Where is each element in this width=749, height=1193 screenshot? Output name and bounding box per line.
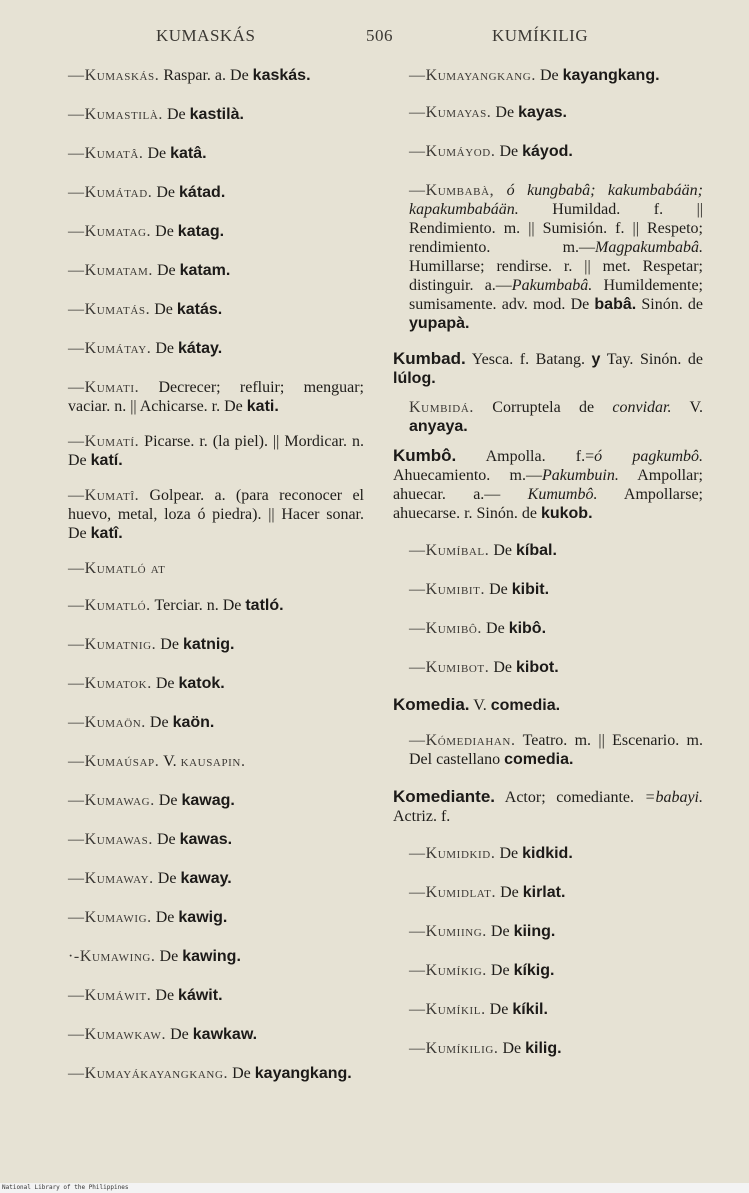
dictionary-entry	[52, 596, 364, 615]
definition-text: De	[152, 184, 180, 201]
running-head-right: KUMÍKILIG	[492, 26, 589, 45]
dictionary-entry	[52, 66, 364, 85]
entry-headword: —Kumatok.	[68, 675, 152, 692]
variant-form: Pakumbuin.	[541, 467, 619, 484]
definition-text: Teatro. m. || Escenario. m. Del castellano	[409, 732, 703, 768]
library-footer: National Library of the Philippines	[0, 1183, 749, 1193]
cross-reference: kawag.	[181, 792, 235, 809]
definition-text: Ahuecamiento. m.—	[393, 467, 542, 484]
cross-reference: kibit.	[511, 581, 550, 598]
dictionary-entry	[393, 349, 703, 388]
dictionary-entry	[52, 635, 364, 654]
definition-text: De	[163, 106, 190, 123]
cross-reference: kátad.	[179, 184, 226, 201]
entry-headword: ·-Kumawing.	[68, 948, 156, 965]
dictionary-entry	[393, 658, 703, 677]
definition-text: V.	[671, 399, 703, 416]
entry-headword: —Kumatás.	[68, 301, 151, 318]
definition-text: De	[489, 542, 516, 559]
cross-reference: kaskás.	[252, 67, 311, 84]
cross-reference: katí.	[90, 452, 123, 469]
cross-reference: katás.	[176, 301, 223, 318]
cross-reference: tatló.	[245, 597, 284, 614]
cross-reference: kidkid.	[522, 845, 573, 862]
cross-reference: kíkig.	[513, 962, 555, 979]
cross-reference: kátay.	[178, 340, 223, 357]
entry-headword: —Kumawkaw.	[68, 1026, 167, 1043]
entry-headword: —Kumátay.	[68, 340, 152, 357]
definition-text: De	[485, 581, 512, 598]
definition-text: Ampollarse; ahuecarse. r. Sinón. de	[393, 486, 703, 522]
dictionary-entry	[52, 222, 364, 241]
definition-text: Golpear. a. (para reconocer el huevo, metal, loza ó piedra). || Hacer sonar. De	[68, 487, 364, 542]
definition-text: Picarse. r. (la piel). || Mordicar. n. De	[68, 433, 364, 469]
dictionary-entry	[393, 922, 703, 941]
definition-text: De	[150, 301, 177, 318]
entry-headword: —Kumayákayangkang.	[68, 1065, 229, 1082]
definition-text: De	[145, 714, 173, 731]
definition-text: Tay. Sinón. de	[600, 351, 703, 368]
cross-reference: babâ.	[594, 296, 637, 313]
variant-form: =babayi.	[644, 789, 703, 806]
definition-text: De	[151, 909, 179, 926]
entry-headword: —Kumawag.	[68, 792, 155, 809]
dictionary-entry	[52, 752, 364, 771]
entry-headword: Kumbidá.	[409, 399, 474, 416]
definition-text: Corruptela de	[473, 399, 613, 416]
entry-headword: —Kumati.	[68, 379, 140, 396]
definition-text: De	[495, 143, 523, 160]
dictionary-entry	[52, 261, 364, 280]
dictionary-entry	[52, 986, 364, 1005]
definition-text: De	[154, 792, 182, 809]
entry-headword: —Kumatag.	[68, 223, 152, 240]
definition-text: V.	[469, 697, 491, 714]
dictionary-entry	[393, 1000, 703, 1019]
definition-text: De	[151, 987, 179, 1004]
variant-form: ó pagkumbô.	[594, 448, 703, 465]
entry-headword: —Kumáwit.	[68, 987, 152, 1004]
cross-reference: kukob.	[540, 505, 593, 522]
definition-text: De	[491, 104, 519, 121]
cross-reference: kiing.	[513, 923, 556, 940]
cross-reference: kíkil.	[512, 1001, 548, 1018]
cross-reference: katnig.	[182, 636, 235, 653]
entry-headword: —Kumíkig.	[409, 962, 487, 979]
dictionary-entry	[52, 339, 364, 358]
dictionary-entry	[52, 105, 364, 124]
definition-text: Decrecer; refluir; menguar; vaciar. n. || Achicarse. r. De	[68, 379, 364, 415]
entry-headword: —Kumatló.	[68, 597, 151, 614]
dictionary-entry	[393, 398, 703, 436]
cross-reference: kaön.	[172, 714, 215, 731]
entry-headword: —Kumaön.	[68, 714, 146, 731]
entry-headword: Komedia.	[393, 695, 470, 714]
variant-form: convidar.	[612, 399, 672, 416]
dictionary-entry	[393, 142, 703, 161]
definition-text: Humildemente; sumisamente. adv. mod. De	[409, 277, 703, 313]
dictionary-entry	[393, 541, 703, 560]
definition-text: Ampollar; ahuecar. a.—	[393, 467, 703, 503]
definition-text: De	[486, 923, 514, 940]
entry-headword: —Kumatnig.	[68, 636, 157, 653]
entry-headword: Kumbad.	[393, 349, 466, 368]
dictionary-entry	[393, 961, 703, 980]
definition-text: De	[228, 1065, 255, 1082]
cross-reference: kilig.	[525, 1040, 562, 1057]
cross-reference: katok.	[178, 675, 225, 692]
definition-text: Raspar. a. De	[159, 67, 253, 84]
definition-text: De	[152, 831, 180, 848]
cross-reference: kawing.	[182, 948, 241, 965]
definition-text: De	[151, 340, 178, 357]
definition-text: Ampolla. f.=	[456, 448, 595, 465]
entry-headword: —Kumatam.	[68, 262, 153, 279]
cross-reference: kausapin.	[180, 753, 246, 770]
definition-text: Humillarse; rendirse. r. || met. Respetar; distinguir. a.—	[409, 258, 703, 294]
entry-headword: —Kumaúsap.	[68, 753, 160, 770]
dictionary-entry	[52, 674, 364, 693]
dictionary-entry	[52, 432, 364, 470]
dictionary-entry	[393, 1039, 703, 1058]
entry-headword: —Kumíbal.	[409, 542, 490, 559]
cross-reference: kibot.	[516, 659, 559, 676]
entry-headword: —Kómediahan.	[409, 732, 516, 749]
cross-reference: káwit.	[178, 987, 223, 1004]
definition-text: V.	[159, 753, 181, 770]
definition-text: Humildad. f. || Rendimiento. m. || Sumisión. f. || Respeto; rendimiento. m.—	[409, 201, 703, 256]
dictionary-entry	[52, 713, 364, 732]
cross-reference: kati.	[246, 398, 279, 415]
dictionary-entry	[393, 446, 703, 523]
cross-reference: kastilà.	[189, 106, 244, 123]
dictionary-entry	[52, 1064, 364, 1083]
definition-text: De	[153, 870, 181, 887]
cross-reference: kaway.	[180, 870, 232, 887]
dictionary-entry	[393, 695, 703, 715]
entry-headword: —Kumatî.	[68, 487, 140, 504]
cross-reference: comedia.	[504, 751, 574, 768]
definition-text: De	[486, 962, 514, 979]
dictionary-entry	[52, 486, 364, 543]
definition-text	[494, 182, 506, 199]
definition-text: De	[496, 884, 523, 901]
variant-form: Pakumbabâ.	[511, 277, 593, 294]
cross-reference: anyaya.	[409, 418, 468, 435]
definition-text: De	[152, 262, 180, 279]
definition-text: Actor; comediante.	[495, 789, 645, 806]
cross-reference: kawkaw.	[192, 1026, 258, 1043]
entry-headword: —Kumiing.	[409, 923, 487, 940]
entry-headword: —Kumastilà.	[68, 106, 163, 123]
entry-headword: —Kumátad.	[68, 184, 153, 201]
dictionary-entry	[393, 883, 703, 902]
definition-text: De	[489, 659, 516, 676]
cross-reference: káyod.	[522, 143, 573, 160]
definition-text: De	[143, 145, 171, 162]
dictionary-entry	[52, 869, 364, 888]
definition-text: Actriz. f.	[393, 808, 451, 825]
entry-headword: —Kumibit.	[409, 581, 486, 598]
entry-headword: —Kumáyod.	[409, 143, 496, 160]
dictionary-entry	[52, 947, 364, 966]
entry-headword: —Kumíkilig.	[409, 1040, 499, 1057]
page-number: 506	[366, 26, 393, 45]
definition-text: De	[535, 67, 563, 84]
entry-headword: —Kumawig.	[68, 909, 152, 926]
cross-reference: katî.	[90, 525, 123, 542]
cross-reference: katâ.	[170, 145, 207, 162]
dictionary-entry	[393, 103, 703, 122]
cross-reference: kíbal.	[516, 542, 557, 559]
left-column	[52, 66, 364, 1083]
cross-reference: kayas.	[518, 104, 567, 121]
definition-text: De	[166, 1026, 193, 1043]
dictionary-entry	[52, 559, 364, 578]
dictionary-entry	[52, 830, 364, 849]
dictionary-entry	[393, 181, 703, 333]
cross-reference: comedia.	[490, 697, 561, 714]
entry-headword: —Kumatló at	[68, 560, 166, 577]
cross-reference: kayangkang.	[254, 1065, 352, 1082]
entry-headword: —Kumayangkang.	[409, 67, 536, 84]
cross-reference: kayangkang.	[562, 67, 660, 84]
variant-form: ó kungbabâ; kakumbabáän; kapakumbabáän.	[409, 182, 704, 218]
dictionary-entry	[393, 844, 703, 863]
variant-form: Magpakumbabâ.	[595, 239, 703, 256]
entry-headword: —Kumawas.	[68, 831, 153, 848]
cross-reference: y	[591, 351, 601, 368]
definition-text: De	[156, 636, 183, 653]
dictionary-entry	[52, 183, 364, 202]
entry-headword: —Kumibô.	[409, 620, 483, 637]
definition-text: De	[498, 1040, 526, 1057]
entry-headword: —Kumíkil.	[409, 1001, 486, 1018]
dictionary-entry	[393, 580, 703, 599]
dictionary-entry	[52, 791, 364, 810]
cross-reference: lúlog.	[393, 370, 436, 387]
cross-reference: katam.	[179, 262, 231, 279]
cross-reference: kawig.	[178, 909, 228, 926]
entry-headword: —Kumibot.	[409, 659, 490, 676]
dictionary-entry	[52, 1025, 364, 1044]
entry-headword: —Kumbabà,	[409, 182, 495, 199]
dictionary-entry	[393, 66, 703, 85]
definition-text: Yesca. f. Batang.	[465, 351, 592, 368]
running-head-left: KUMASKÁS	[156, 26, 256, 45]
entry-headword: —Kumaskás.	[68, 67, 160, 84]
entry-headword: —Kumayas.	[409, 104, 492, 121]
definition-text: De	[151, 223, 178, 240]
definition-text: De	[151, 675, 179, 692]
dictionary-entry	[52, 300, 364, 319]
entry-headword: —Kumatí.	[68, 433, 140, 450]
definition-text: De	[155, 948, 183, 965]
cross-reference: katag.	[177, 223, 225, 240]
cross-reference: kawas.	[179, 831, 233, 848]
dictionary-entry	[393, 787, 703, 826]
entry-headword: —Kumaway.	[68, 870, 154, 887]
entry-headword: Komediante.	[393, 787, 496, 806]
dictionary-entry	[52, 378, 364, 416]
dictionary-entry	[393, 731, 703, 769]
entry-headword: —Kumatâ.	[68, 145, 144, 162]
dictionary-entry	[52, 144, 364, 163]
variant-form: Kumumbô.	[527, 486, 598, 503]
dictionary-entry	[52, 908, 364, 927]
cross-reference: yupapà.	[409, 315, 470, 332]
definition-text: Terciar. n. De	[150, 597, 246, 614]
entry-headword: —Kumidlat.	[409, 884, 497, 901]
definition-text: Sinón. de	[636, 296, 703, 313]
dictionary-entry	[393, 619, 703, 638]
definition-text: De	[482, 620, 509, 637]
entry-headword: —Kumidkid.	[409, 845, 496, 862]
definition-text: De	[485, 1001, 513, 1018]
cross-reference: kibô.	[508, 620, 547, 637]
entry-headword: Kumbô.	[393, 446, 457, 465]
definition-text: De	[495, 845, 523, 862]
right-column	[393, 66, 703, 1058]
cross-reference: kirlat.	[522, 884, 566, 901]
